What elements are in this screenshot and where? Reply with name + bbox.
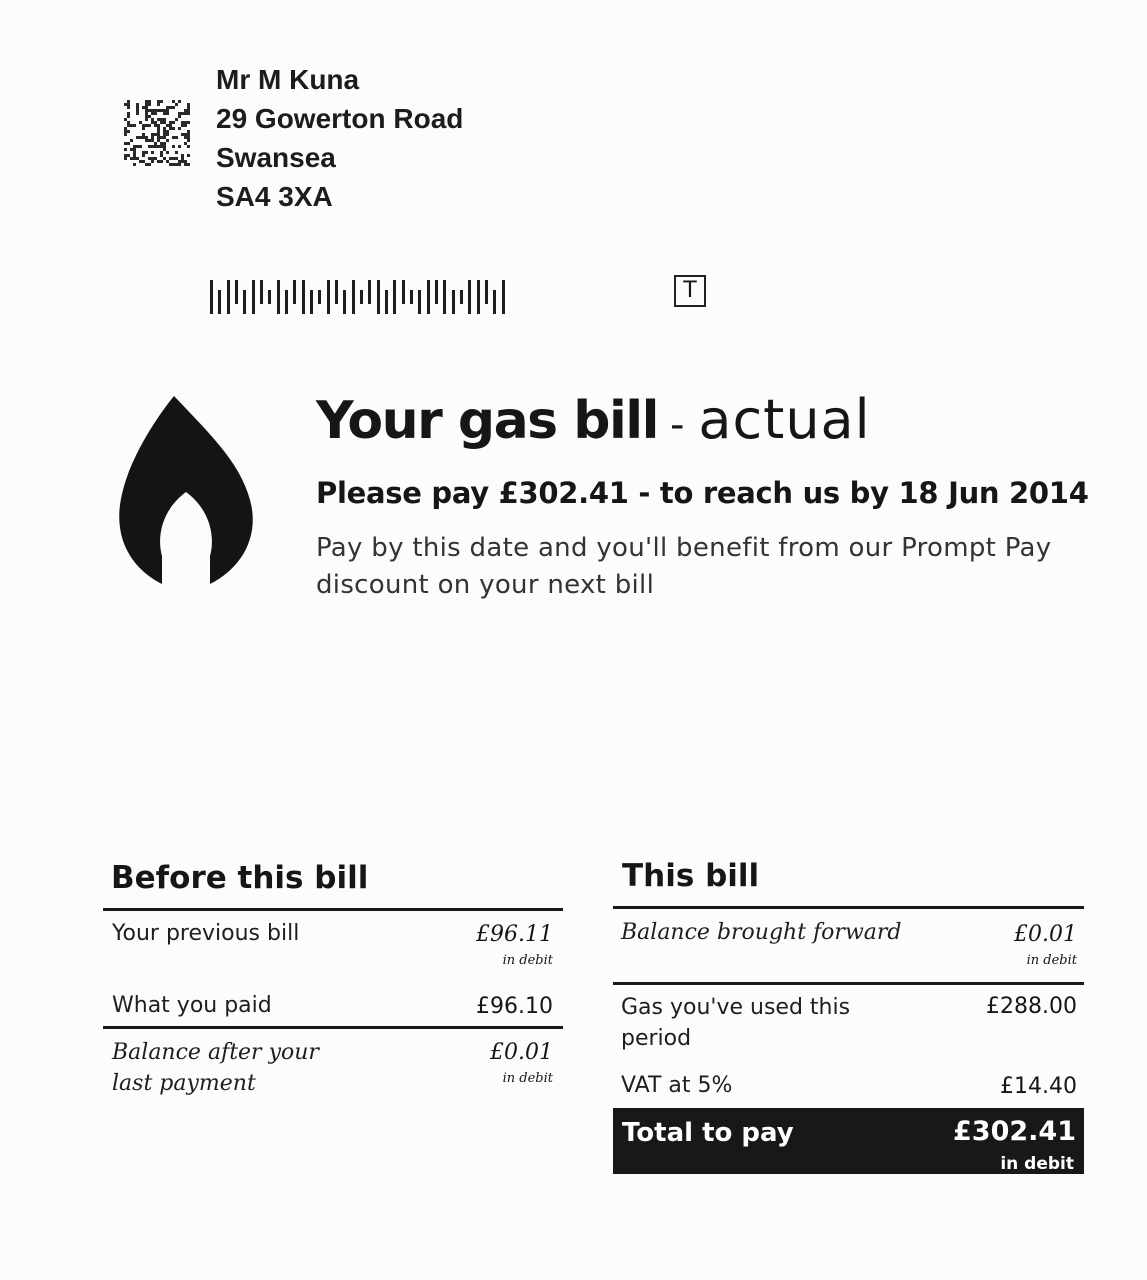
balance-after-payment-label-line1: Balance after your	[112, 1040, 319, 1065]
previous-bill-status: in debit	[502, 953, 553, 968]
vat-value: £14.40	[1000, 1074, 1077, 1099]
total-to-pay-status: in debit	[1000, 1154, 1074, 1174]
vat-label: VAT at 5%	[621, 1073, 733, 1098]
recipient-street: 29 Gowerton Road	[216, 103, 464, 134]
divider	[613, 982, 1084, 985]
divider	[103, 908, 563, 911]
recipient-postcode: SA4 3XA	[216, 181, 333, 212]
before-bill-title: Before this bill	[111, 860, 369, 896]
gas-used-value: £288.00	[986, 994, 1077, 1019]
mail-marker: T	[674, 275, 706, 307]
recipient-town: Swansea	[216, 142, 336, 173]
recipient-name: Mr M Kuna	[216, 64, 360, 95]
qr-code-icon	[124, 100, 190, 166]
divider	[613, 906, 1084, 909]
amount-paid-value: £96.10	[476, 994, 553, 1019]
previous-bill-label: Your previous bill	[112, 921, 300, 946]
balance-after-payment-value: £0.01	[490, 1040, 553, 1065]
balance-brought-forward-label: Balance brought forward	[621, 920, 902, 945]
bill-title-main: Your gas bill	[316, 391, 658, 451]
balance-brought-forward-status: in debit	[1026, 953, 1077, 968]
amount-paid-label: What you paid	[112, 993, 272, 1018]
prompt-pay-note: Pay by this date and you'll benefit from our Prompt Pay discount on your next bill	[316, 533, 1052, 600]
bill-type: actual	[698, 388, 871, 451]
balance-after-payment-status: in debit	[502, 1071, 553, 1086]
bill-title-separator: -	[669, 402, 685, 448]
total-to-pay-label: Total to pay	[622, 1118, 794, 1148]
bill-title	[316, 388, 871, 451]
divider	[103, 1026, 563, 1029]
total-to-pay-value: £302.41	[953, 1116, 1076, 1147]
previous-bill-value: £96.11	[476, 922, 553, 947]
gas-used-label-line1: Gas you've used this	[621, 995, 851, 1020]
pay-instruction: Please pay £302.41 - to reach us by 18 Jun 2014	[316, 476, 1089, 510]
gas-used-label-line2: period	[621, 1026, 692, 1051]
balance-brought-forward-value: £0.01	[1014, 922, 1077, 947]
recipient-address	[216, 60, 463, 216]
balance-after-payment-label-line2: last payment	[112, 1071, 256, 1096]
flame-icon	[116, 396, 256, 588]
this-bill-title: This bill	[622, 858, 760, 894]
total-to-pay-row	[613, 1108, 1084, 1174]
barcode-icon	[208, 278, 508, 316]
